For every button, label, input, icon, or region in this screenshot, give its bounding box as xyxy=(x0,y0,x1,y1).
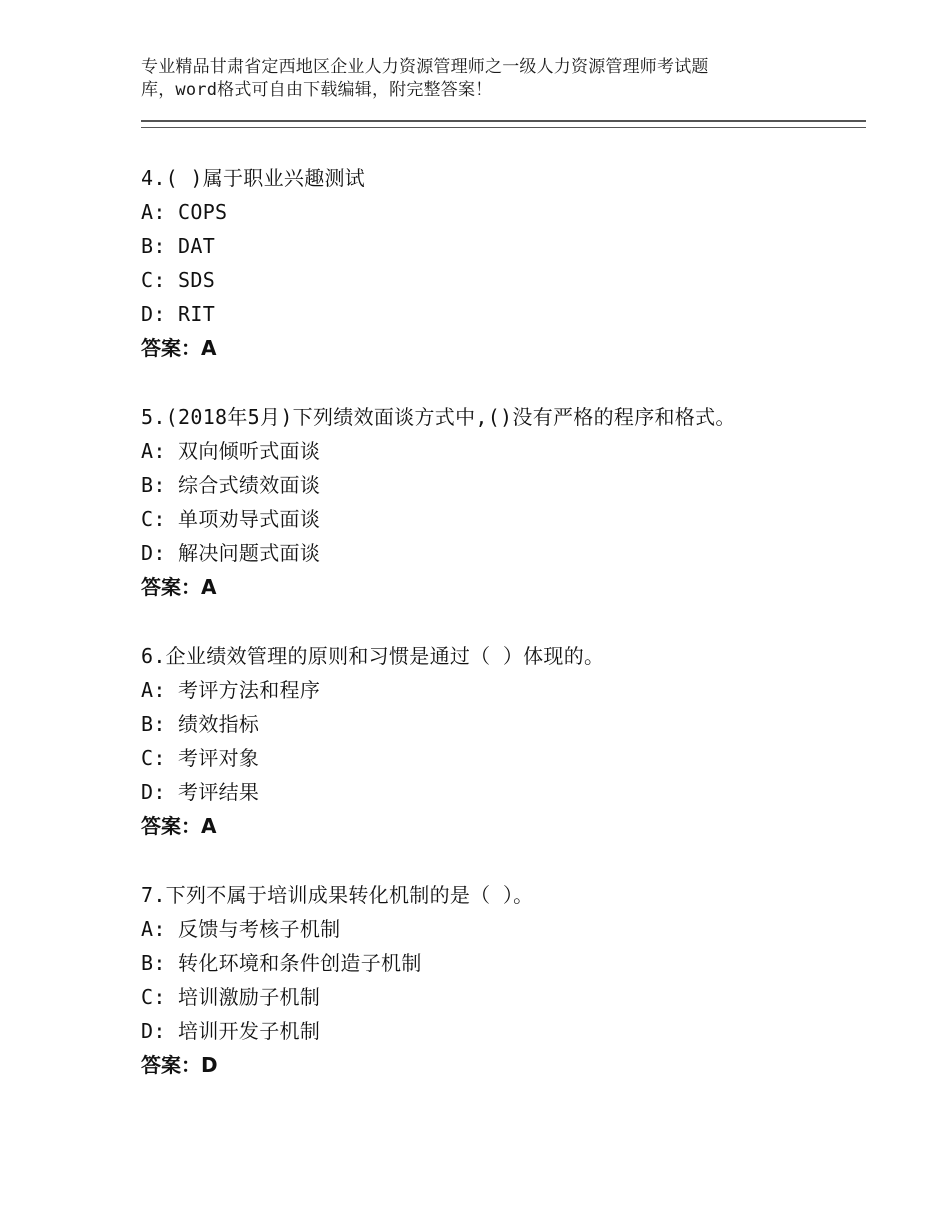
question-block xyxy=(141,878,881,1082)
question-text: 5.(2018年5月)下列绩效面谈方式中,()没有严格的程序和格式。 xyxy=(141,405,736,429)
option-b: B: 转化环境和条件创造子机制 xyxy=(141,951,422,975)
option-c: C: SDS xyxy=(141,268,216,292)
question-block xyxy=(141,400,881,604)
option-c: C: 考评对象 xyxy=(141,746,260,770)
question-text: 7.下列不属于培训成果转化机制的是（ ）。 xyxy=(141,883,534,907)
answer-label: 答案：D xyxy=(141,1053,218,1077)
question-text: 4.( )属于职业兴趣测试 xyxy=(141,166,366,190)
option-d: D: 培训开发子机制 xyxy=(141,1019,321,1043)
option-a: A: 考评方法和程序 xyxy=(141,678,321,702)
header-line-1: 专业精品甘肃省定西地区企业人力资源管理师之一级人力资源管理师考试题 xyxy=(141,57,709,77)
document-header xyxy=(141,56,801,102)
header-divider xyxy=(141,120,866,128)
question-block xyxy=(141,161,881,365)
option-a: A: 双向倾听式面谈 xyxy=(141,439,321,463)
question-text: 6.企业绩效管理的原则和习惯是通过（ ）体现的。 xyxy=(141,644,605,668)
option-c: C: 单项劝导式面谈 xyxy=(141,507,321,531)
option-c: C: 培训激励子机制 xyxy=(141,985,321,1009)
answer-label: 答案：A xyxy=(141,814,217,838)
answer-label: 答案：A xyxy=(141,336,217,360)
option-a: A: 反馈与考核子机制 xyxy=(141,917,341,941)
option-b: B: DAT xyxy=(141,234,216,258)
option-b: B: 绩效指标 xyxy=(141,712,260,736)
option-d: D: RIT xyxy=(141,302,216,326)
answer-label: 答案：A xyxy=(141,575,217,599)
header-line-2: 库，word格式可自由下载编辑，附完整答案！ xyxy=(141,80,493,100)
option-a: A: COPS xyxy=(141,200,228,224)
option-d: D: 考评结果 xyxy=(141,780,260,804)
question-block xyxy=(141,639,881,843)
option-d: D: 解决问题式面谈 xyxy=(141,541,321,565)
option-b: B: 综合式绩效面谈 xyxy=(141,473,321,497)
